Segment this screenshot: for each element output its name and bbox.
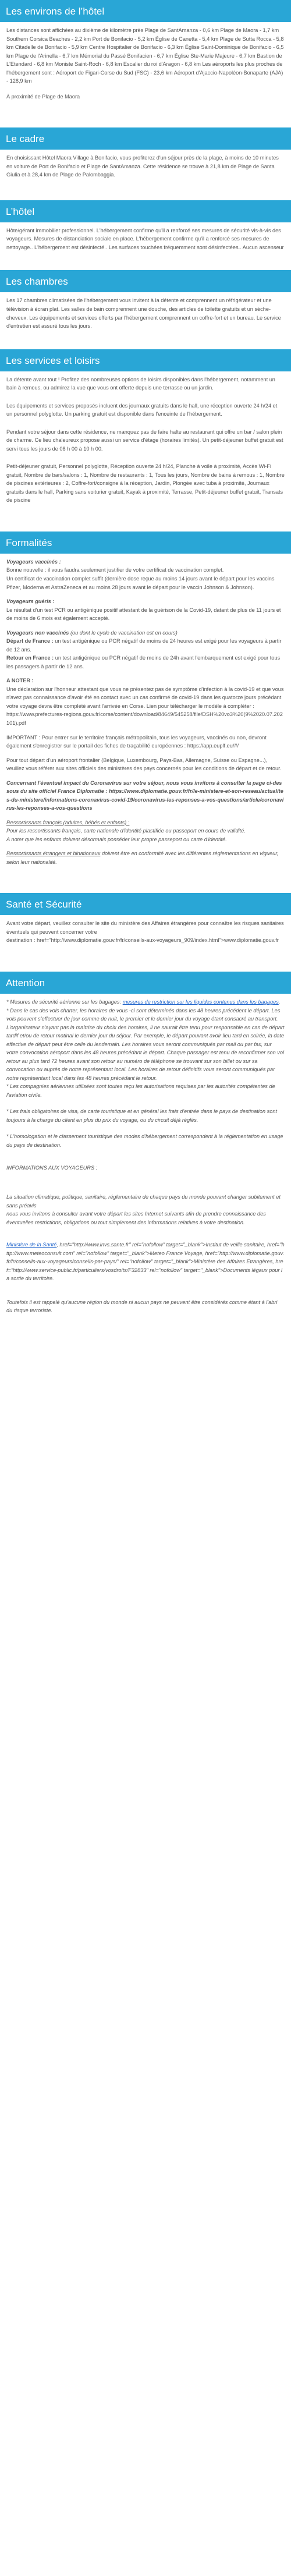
attention-p7: Toutefois il est rappelé qu'aucune région du monde ni aucun pays ne peuvent être considérés comme étant à l'abri du risque terroriste. <box>6 1299 278 1314</box>
foreign-nationals-text: doivent être en conformité avec les différentes réglementations en vigueur, selon leur nationalité. <box>6 851 279 865</box>
services-p2: Les équipements et services proposés incluent des journaux gratuits dans le hall, une réception ouverte 24 h/24 et un personnel polyglotte. Un parking gratuit est disponible dans l'enceinte de l'hébergement. <box>6 402 278 417</box>
services-section <box>0 371 291 518</box>
recovered-title: Voyageurs guéris : <box>6 598 55 605</box>
sante-section <box>0 915 291 958</box>
vaccinated-text: Bonne nouvelle : il vous faudra seulement justifier de votre certificat de vaccination complet. Un certificat de vaccination complet suffit (dernière dose reçue au moins 14 jours avant le départ pour les vaccins Pfizer, Moderna et AstraZeneca et au moins 28 jours avant le départ pour le vaccin Johnson & Johnson). <box>6 567 275 590</box>
chambres-section <box>0 292 291 343</box>
note-text: Une déclaration sur l'honneur attestant que vous ne présentez pas de symptôme d'infection à la covid-19 et que vous n'avez pas connaissance d'avoir été en contact avec un cas confirmé de covid-19 dans les quatorze jours précédant votre voyage devra être complété avant l'arrivée en Corse. Lien pour télécharger le modèle à compléter : https://www.prefectures-regions.gouv.fr/corse/content/download/84649/545258/file/DSH%20vo3%20(9%2020.07.202101).pdf <box>6 686 284 726</box>
unvaccinated-note: (ou dont le cycle de vaccination est en cours) <box>69 629 178 636</box>
cadre-heading: Le cadre <box>0 127 291 150</box>
services-p3: Pendant votre séjour dans cette résidence, ne manquez pas de faire halte au restaurant qui offre un bar / salon plein de charme. Ce lieu chaleureux propose aussi un service d'étage (horaires limités). Un petit-déjeuner buffet gratuit est servi tous les jours de 08 h 00 à 10 h 00. <box>6 428 283 452</box>
attention-p4: INFORMATIONS AUX VOYAGEURS : <box>6 1164 98 1171</box>
departure-label: Départ de France : <box>6 638 54 644</box>
formalites-heading: Formalités <box>0 532 291 554</box>
services-heading: Les services et loisirs <box>0 349 291 371</box>
attention-p2: * Les frais obligatoires de visa, de carte touristique et en général les frais d'entrée dans le pays de destination sont toujours à la charge du client en plus du prix du voyage, ou du circuit déjà réglés. <box>6 1108 277 1123</box>
services-p4: Petit-déjeuner gratuit, Personnel polyglotte, Réception ouverte 24 h/24, Planche à voile à proximité, Accès Wi-Fi gratuit, Nombre de bars/salons : 1, Nombre de restaurants : 1, Tous les jours, Nombre de bains à remous : 1, Nombre de piscines extérieures : 2, Coffre-fort/consigne à la réception, Jardin, Plongée avec tuba à proximité, Journaux gratuits dans le hall, Parking sans voiturier gratuit, Kayak à proximité, Terrasse, Petit-déjeuner buffet gratuit, Transats de piscine <box>6 463 285 504</box>
environs-heading: Les environs de l’hôtel <box>0 0 291 22</box>
return-label: Retour en France : <box>6 655 54 661</box>
cadre-section <box>0 150 291 192</box>
attention-p5: La situation climatique, politique, sanitaire, réglementaire de chaque pays du monde pouvant changer subitement et sans préavis nous vous invitons à consulter avant votre départ les sites Internet suivants afin de prendre connaissance des éventuelles restrictions, obligations ou tout simplement des informations relatives à votre destination. <box>6 1194 281 1225</box>
liquids-restriction-link[interactable]: mesures de restriction sur les liquides contenus dans les bagages <box>122 999 279 1005</box>
unvaccinated-title: Voyageurs non vaccinés <box>6 629 69 636</box>
coronavirus-notice: Concernant l'éventuel impact du Coronavirus sur votre séjour, nous vous invitons à consulter la page ci-dessous du site officiel France Diplomatie : https://www.diplomatie.gouv.fr/fr/le-ministere-et-son-reseau/actualites-du-ministere/informations-coronavirus-covid-19/coronavirus-les-reponses-a-vos-questions/article/coronavirus-les-reponses-a-vos-questions <box>6 779 284 812</box>
foreign-nationals-title: Ressortissants étrangers et binationaux <box>6 851 101 857</box>
french-nationals-text: Pour les ressortissants français, carte nationale d'identité plastifiée ou passeport en cours de validité. A noter que les enfants doivent désormais posséder leur propre passeport ou carte d'identité. <box>6 828 246 842</box>
departure-text: un test antigénique ou PCR négatif de moins de 24 heures est exigé pour les voyageurs à partir de 12 ans. <box>6 638 282 653</box>
services-p1: La détente avant tout ! Profitez des nombreuses options de loisirs disponibles dans l'hébergement, notamment un bain à remous, ou admirez la vue que vous ont offerte depuis une terrasse ou un jardin. <box>6 376 275 391</box>
hotel-text: Hôte/gérant immobilier professionnel. L'hébergement confirme qu'il a renforcé ses mesures de sécurité vis-à-vis des voyageurs. Mesures de distanciation sociale en place. L'hébergement confirme qu'il a renforcé ses mesures de nettoyage.. L'hébergement est désinfecté.. Les surfaces touchées fréquemment sont désinfectées.. Aucun ascenseur <box>6 227 284 250</box>
attention-p1-post: . * Dans le cas des vols charter, les horaires de vous -ci sont déterminés dans les 48 heures précédent le départ. Les vols peuvent s'effectuer de jour comme de nuit, le premier et le dernier jour du voyage étant consacré au transport. L'organisateur n'ayant pas la maîtrise du choix des horaires, il ne saurait être tenu pour responsable en cas de départ tardif et/ou de retour matinal le dernier jour du séjour. Par exemple, le départ pouvant avoir lieu tard en soirée, la date effective de départ peut être celle du lendemain. Les horaires vous seront communiqués par mail ou par fax, sur votre convocation aéroport dans les 48 heures précédant le départ. Chaque passager est tenu de reconfirmer son vol retour au plus tard 72 heures avant son retour au numéro de téléphone se trouvant sur son billet ou sur sa convocation ou auprès de notre représentant local. Les horaires de retour définitifs vous seront communiqués par notre représentant local dans les 48 heures précédant le retour. * Les compagnies aériennes utilisées sont toutes reçu les autorisations requises par les autorités compétentes de l'aviation civile. <box>6 999 285 1098</box>
cadre-text: En choisissant Hôtel Maora Village à Bonifacio, vous profiterez d'un séjour près de la plage, à moins de 10 minutes en voiture de Port de Bonifacio et Plage de SantAmanza. Cette résidence se trouve à 21,8 km de Plage de Santa Giulia et à 28,4 km de Plage de Palombaggia. <box>6 155 279 178</box>
sante-heading: Santé et Sécurité <box>0 893 291 915</box>
note-label: A NOTER : <box>6 678 34 684</box>
return-text: un test antigénique ou PCR négatif de moins de 24h avant l'embarquement est exigé pour tous les passagers à partir de 12 ans. <box>6 655 281 669</box>
recovered-text: Le résultat d'un test PCR ou antigénique positif attestant de la guérison de la Covid-19, datant de plus de 11 jours et de moins de 6 mois est également accepté. <box>6 607 281 622</box>
border-airport-text: Pour tout départ d'un aéroport frontalier (Belgique, Luxembourg, Pays-Bas, Allemagne, Suisse ou Espagne...), veuillez vous référer aux sites officiels des ministères des pays concernés pour les conditions de départ et de retour. <box>6 757 282 772</box>
attention-section <box>0 994 291 1328</box>
chambres-text: Les 17 chambres climatisées de l'hébergement vous invitent à la détente et comprennent un réfrigérateur et une télévision à écran plat. Les salles de bain comprennent une douche, des articles de toilette gratuits et un sèche-cheveux. Les équipements et services offerts par l'hébergement comprennent un coffre-fort et un bureau. Le service d'entretien est assuré tous les jours. <box>6 297 281 329</box>
vaccinated-title: Voyageurs vaccinés : <box>6 558 61 565</box>
environs-section <box>0 22 291 114</box>
attention-heading: Attention <box>0 972 291 994</box>
environs-intro: Les distances sont affichées au dixième de kilomètre près Plage de SantAmanza - 0,6 km Plage de Maora - 1,7 km Southern Corsica Beaches - 2,2 km Port de Bonifacio - 5,2 km Église de Canetta - 5,4 km Plage de Sutta Rocca - 5,8 km Citadelle de Bonifacio - 5,9 km Centre Hospitalier de Bonifacio - 6,3 km Église Saint-Dominique de Bonifacio - 6,5 km Plage de l'Arinella - 6,7 km Mémorial du Passé Bonifacien - 6,7 km Église Ste-Marie Majeure - 6,7 km Bastion de L'Etendard - 6,8 km Moniste Saint-Roch - 6,8 km Escalier du roi d'Aragon - 6,8 km Les aéroports les plus proches de l'hébergement sont : Aéroport de Figari-Corse du Sud (FSC) - 23,6 km Aéroport d'Ajaccio-Napoléon-Bonaparte (AJA) - 128,9 km <box>6 27 284 84</box>
french-nationals-title: Ressortissants français (adultes, bébés et enfants) : <box>6 819 130 825</box>
important-text: IMPORTANT : Pour entrer sur le territoire français métropolitain, tous les voyageurs, vaccinés ou non, devront également s'enregistrer sur le portail des fiches de traçabilité européennes : https://app.euplf.eu/#/ <box>6 734 267 749</box>
chambres-heading: Les chambres <box>0 270 291 292</box>
environs-nearby: À proximité de Plage de Maora <box>6 93 80 100</box>
sante-text: Avant votre départ, veuillez consulter le site du ministère des Affaires étrangères pour connaître les risques sanitaires éventuels qui peuvent concerner votre destination : href="http://www.diplomatie.gouv.fr/fr/conseils-aux-voyageurs_909/index.html">www.diplomatie.gouv.fr <box>6 920 284 944</box>
attention-p6-links: , href="http://www.invs.sante.fr" rel="nofollow" target="_blank">Institut de veille sanitaire, href="http://www.meteoconsult.com" rel="nofollow" target="_blank">Meteo France Voyage, href="http://www.diplomatie.gouv.fr/fr/conseils-aux-voyageurs/conseils-par-pays/" rel="nofollow" target="_blank">Ministère des Affaires Etrangères, href="http://www.service-public.fr/particuliers/vosdroits/F32833" rel="nofollow" target="_blank">Documents légaux pour la sortie du territoire. <box>6 1242 285 1282</box>
attention-p3: * L'homologation et le classement touristique des modes d'hébergement correspondent à la réglementation en usage du pays de destination. <box>6 1133 283 1148</box>
attention-p1-pre: * Mesures de sécurité aérienne sur les bagages: <box>6 999 123 1005</box>
hotel-section <box>0 222 291 265</box>
health-ministry-link[interactable]: Ministère de la Santé <box>6 1242 57 1248</box>
hotel-heading: L’hôtel <box>0 200 291 222</box>
formalites-section <box>0 554 291 879</box>
